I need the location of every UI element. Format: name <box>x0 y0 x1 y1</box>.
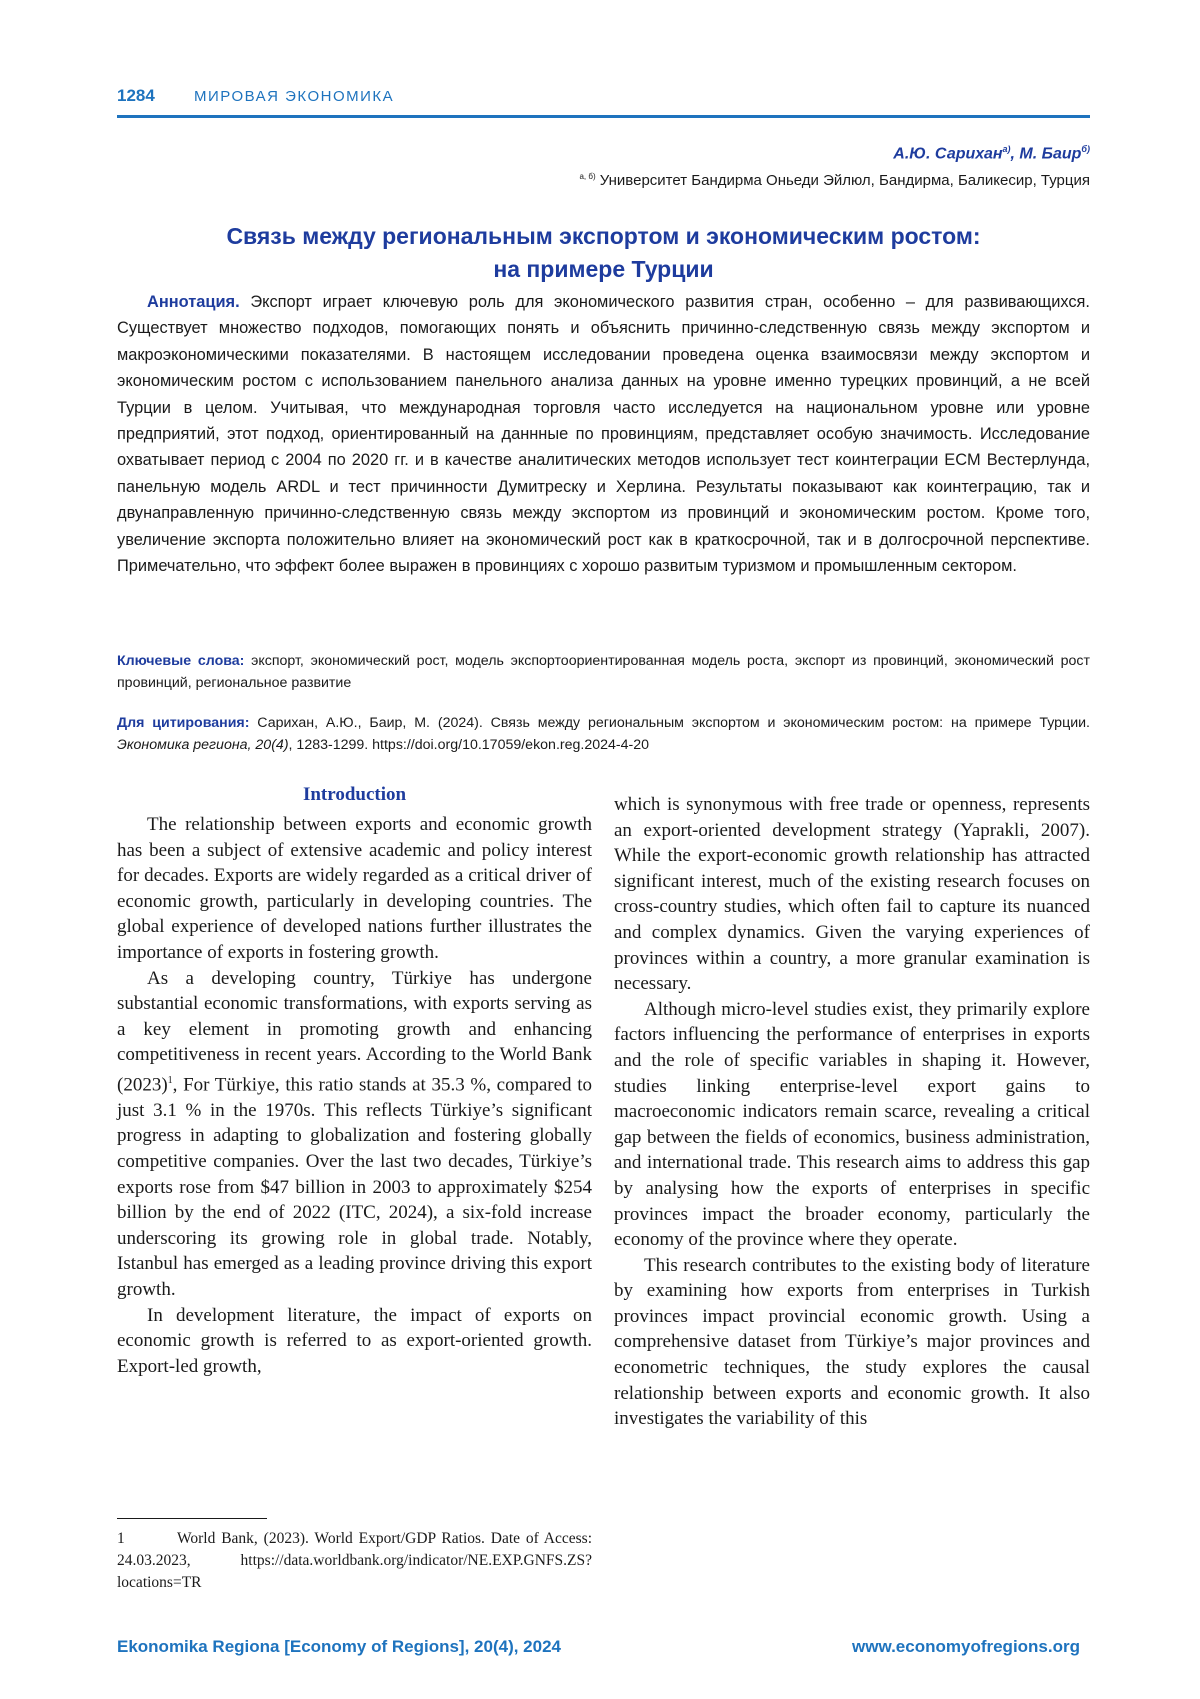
section-heading-introduction: Introduction <box>302 784 407 805</box>
affiliation <box>579 172 1090 189</box>
title-line-1: Связь между региональным экспортом и экономическим ростом: <box>226 223 981 249</box>
page-number: 1284 <box>117 86 155 105</box>
abstract <box>117 289 1090 579</box>
article-title <box>117 220 1090 286</box>
paragraph-text: , For Türkiye, this ratio stands at 35.3 %, compared to just 3.1 % in the 1970s. This reflects Türkiye’s significant progress in adapting to globalization and fostering globally competitive companies. Over the last two decades, Türkiye’s exports rose from $47 billion in 2003 to approximately $254 billion by the end of 2022 (ITC, 2024), a six-fold increase underscoring its growing role in global trade. Notably, Istanbul has emerged as a leading province driving this export growth. <box>117 1074 592 1301</box>
author-1: А.Ю. Сарихан <box>893 145 1003 163</box>
authors <box>893 144 1090 163</box>
title-line-2: на примере Турции <box>493 256 714 282</box>
paragraph: The relationship between exports and economic growth has been a subject of extensive academic and policy interest for decades. Exports are widely regarded as a critical driver of economic growth, particularly in developing countries. The global experience of developed nations further illustrates the importance of exports in fostering growth. <box>117 814 592 963</box>
footnote-text: World Bank, (2023). World Export/GDP Ratios. Date of Access: 24.03.2023, https://data.worldbank.org/indicator/NE.EXP.GNFS.ZS?locations=TR <box>117 1530 592 1591</box>
keywords-label: Ключевые слова: <box>117 653 245 669</box>
footnote-number: 1 <box>117 1530 125 1547</box>
paragraph: This research contributes to the existing body of literature by examining how exports from enterprises in Turkish provinces impact provincial economic growth. Using a comprehensive dataset from Türkiye’s major provinces and econometric techniques, the study explores the causal relationship between exports and economic growth. It also investigates the variability of this <box>614 1254 1090 1430</box>
author-1-sup: а) <box>1002 144 1011 154</box>
keywords-text: экспорт, экономический рост, модель экспортоориентированная модель роста, экспорт из провинций, экономический рост провинций, региональное развитие <box>117 653 1090 691</box>
paragraph: which is synonymous with free trade or openness, represents an export-oriented development strategy (Yaprakli, 2007). While the export-economic growth relationship has attracted significant interest, much of the existing research focuses on cross-country studies, which often fail to capture its nuanced and complex dynamics. Given the varying experiences of provinces within a country, a more granular examination is necessary. <box>614 794 1090 995</box>
footnote <box>117 1528 592 1594</box>
paragraph <box>117 966 592 1303</box>
paragraph-text: As a developing country, Türkiye has undergone substantial economic transformations, with exports serving as a key element in promoting growth and enhancing competitiveness in recent years. According to the World Bank (2023) <box>117 967 592 1096</box>
citation-doi[interactable]: , 1283-1299. https://doi.org/10.17059/ekon.reg.2024-4-20 <box>288 737 650 753</box>
author-2-sup: б) <box>1081 144 1090 154</box>
footer-website-link[interactable]: www.economyofregions.org <box>852 1637 1080 1656</box>
keywords <box>117 650 1090 694</box>
affiliation-text: Университет Бандирма Оньеди Эйлюл, Бандирма, Баликесир, Турция <box>595 172 1090 189</box>
citation-text-1: Сарихан, А.Ю., Баир, М. (2024). Связь между региональным экспортом и экономическим ростом: на примере Турции. <box>249 715 1090 731</box>
paragraph: In development literature, the impact of exports on economic growth is referred to as export-oriented growth. Export-led growth, <box>117 1304 592 1377</box>
abstract-text: Экспорт играет ключевую роль для экономического развития стран, особенно – для развивающихся. Существует множество подходов, помогающих понять и объяснить причинно-следственную связь между экспортом и макроэкономическими показателями. В настоящем исследовании проведена оценка взаимосвязи между экспортом и экономическим ростом с использованием панельного анализа данных на уровне именно турецких провинций, а не всей Турции в целом. Учитывая, что международная торговля часто исследуется на национальном уровне или уровне предприятий, этот подход, ориентированный на даннные по провинциям, представляет особую значимость. Исследование охватывает период с 2004 по 2020 гг. и в качестве аналитических методов использует тест коинтеграции ECM Вестерлунда, панельную модель ARDL и тест причинности Думитреску и Херлина. Результаты показывают как коинтеграцию, так и двунаправленную причинно-следственную связь между экспортом из провинций и экономическим ростом. Кроме того, увеличение экспорта положительно влияет на экономический рост как в краткосрочной, так и в долгосрочной перспективе. Примечательно, что эффект более выражен в провинциях с хорошо развитым туризмом и промышленным сектором. <box>117 293 1090 576</box>
citation-journal: Экономика региона, 20(4) <box>117 737 289 753</box>
footnote-ref[interactable]: 1 <box>167 1074 173 1086</box>
body-column-left <box>117 784 592 1379</box>
page-header <box>117 86 1090 118</box>
citation <box>117 712 1090 756</box>
footer-journal: Ekonomika Regiona [Economy of Regions], 20(4), 2024 <box>117 1637 561 1656</box>
author-2: , М. Баир <box>1010 145 1082 163</box>
body-column-right <box>614 792 1090 1432</box>
citation-label: Для цитирования: <box>117 715 250 731</box>
section-title: МИРОВАЯ ЭКОНОМИКА <box>194 88 395 105</box>
paragraph: Although micro-level studies exist, they primarily explore factors influencing the performance of enterprises in exports and the role of specific variables in shaping it. However, studies linking enterprise-level export gains to macroeconomic indicators remain scarce, revealing a critical gap between the fields of economics, business administration, and international trade. This research aims to address this gap by analysing how the exports of enterprises in specific provinces impact the broader economy, particularly the economy of the province where they operate. <box>614 998 1090 1251</box>
affiliation-sup: а, б) <box>579 172 596 181</box>
abstract-label: Аннотация. <box>147 293 240 311</box>
footnote-divider <box>117 1518 267 1519</box>
